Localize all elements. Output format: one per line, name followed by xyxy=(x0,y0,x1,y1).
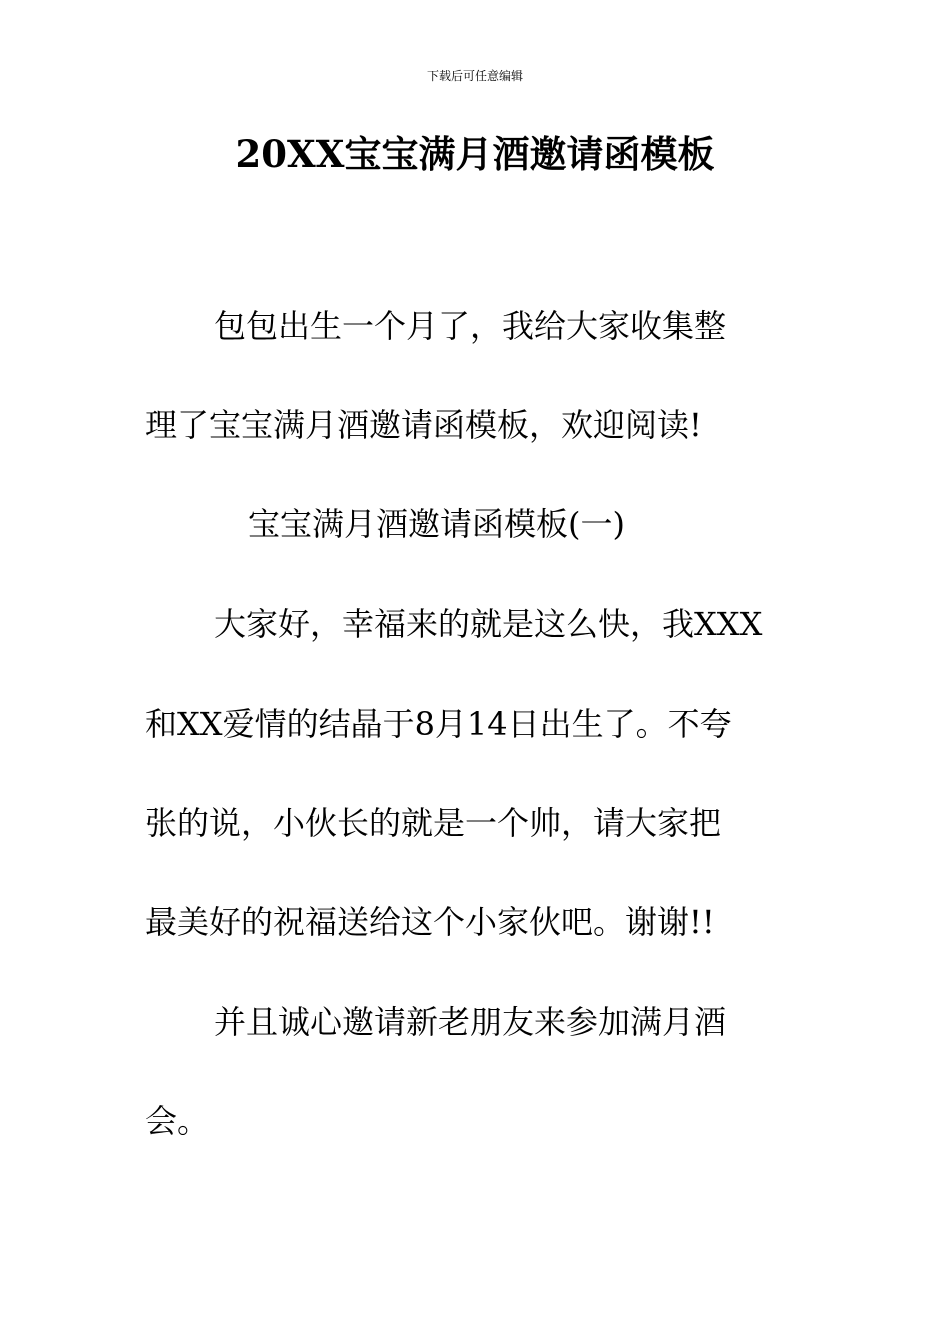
paragraph-line: 最美好的祝福送给这个小家伙吧。谢谢!! xyxy=(145,903,715,941)
header-note: 下载后可任意编辑 xyxy=(426,69,523,83)
section-heading: 宝宝满月酒邀请函模板(一) xyxy=(248,505,625,543)
paragraph-line: 包包出生一个月了，我给大家收集整 xyxy=(214,307,727,345)
document-title: 20XX宝宝满月酒邀请函模板 xyxy=(235,132,715,176)
paragraph-line: 理了宝宝满月酒邀请函模板，欢迎阅读! xyxy=(145,406,702,444)
paragraph-line: 会。 xyxy=(145,1102,210,1140)
paragraph-line: 张的说，小伙长的就是一个帅，请大家把 xyxy=(145,804,722,842)
paragraph-line: 并且诚心邀请新老朋友来参加满月酒 xyxy=(214,1003,727,1041)
paragraph-line: 和XX爱情的结晶于8月14日出生了。不夸 xyxy=(145,705,732,743)
paragraph-line: 大家好，幸福来的就是这么快，我XXX xyxy=(214,605,763,643)
